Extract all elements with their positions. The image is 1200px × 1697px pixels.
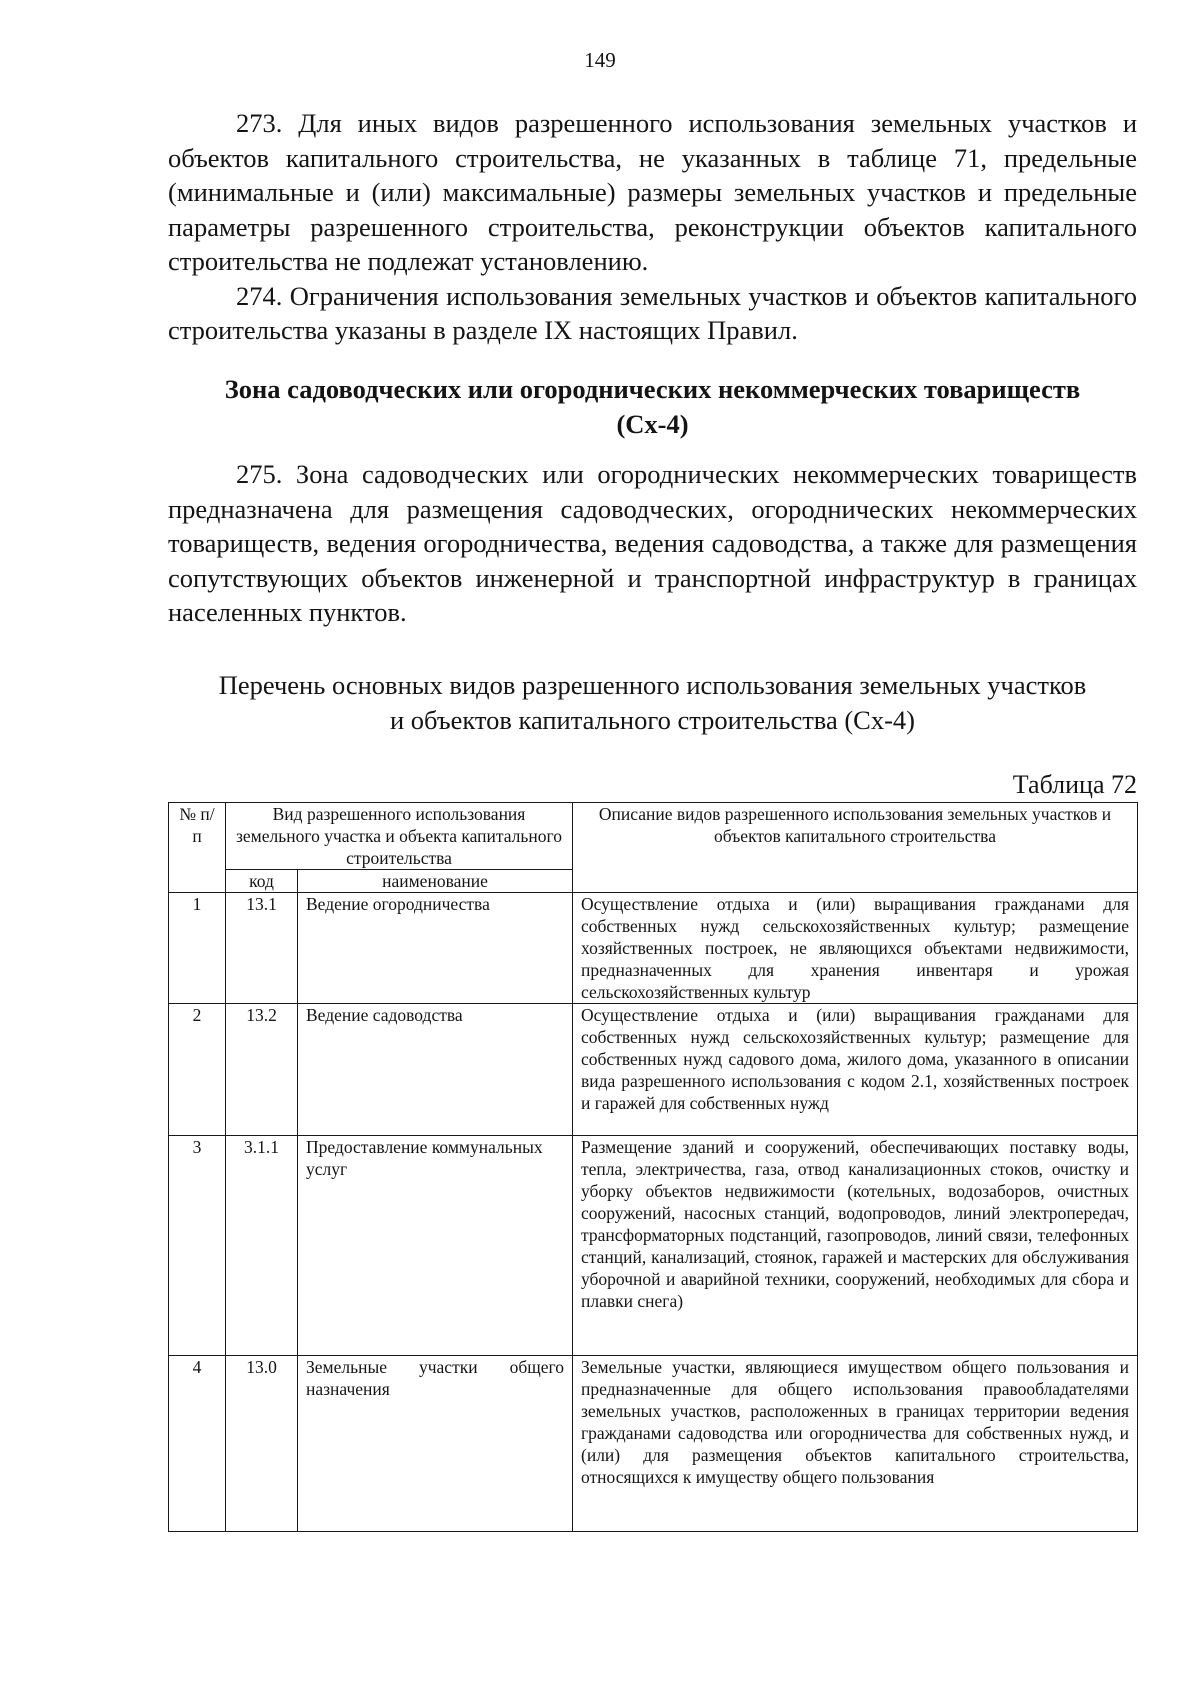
- table-row: [169, 1004, 1138, 1136]
- page-number: 149: [584, 48, 616, 72]
- cell-code: 13.2: [226, 1004, 298, 1136]
- cell-description: Размещение зданий и сооружений, обеспечивающих поставку воды, тепла, электричества, газа, отвод канализационных стоков, очистку и уборку объектов недвижимости (котельных, водозаборов, очистных сооружений, насосных станций, водопроводов, линий электропередач, трансформаторных подстанций, газопроводов, линий связи, телефонных станций, канализаций, стоянок, гаражей и мастерских для обслуживания уборочной и аварийной техники, сооружений, необходимых для сбора и плавки снега): [573, 1136, 1138, 1356]
- paragraphs-273-274: [168, 106, 1137, 348]
- permitted-uses-table: [168, 802, 1138, 1532]
- cell-description: Земельные участки, являющиеся имуществом общего пользования и предназначенные для общего использования правообладателями земельных участков, расположенных в границах территории ведения гражданами садоводства или огородничества для собственных нужд, и (или) для размещения объектов капитального строительства, относящихся к имуществу общего пользования: [573, 1356, 1138, 1532]
- cell-code: 13.1: [226, 893, 298, 1004]
- table-row: [169, 1136, 1138, 1356]
- header-name: наименование: [298, 870, 573, 893]
- table-caption: Таблица 72: [1012, 770, 1137, 799]
- table-row: [169, 1356, 1138, 1532]
- list-title-line2: и объектов капитального строительства (Сх-4): [389, 705, 915, 735]
- cell-number: 3: [169, 1136, 226, 1356]
- section-heading-line2: (Сх-4): [616, 408, 689, 439]
- cell-name: Ведение садоводства: [298, 1004, 573, 1136]
- paragraph-275: 275. Зона садоводческих или огороднических некоммерческих товариществ предназначена для размещения садоводческих, огороднических некоммерческих товариществ, ведения огородничества, ведения садоводства, а также для размещения сопутствующих объектов инженерной и транспортной инфраструктур в границах населенных пунктов.: [168, 459, 1137, 627]
- paragraph-275-block: [168, 457, 1137, 630]
- list-title-line1: Перечень основных видов разрешенного использования земельных участков: [218, 670, 1087, 700]
- cell-description: Осуществление отдыха и (или) выращивания гражданами для собственных нужд сельскохозяйственных культур; размещение хозяйственных построек, не являющихся объектами недвижимости, предназначенных для хранения инвентаря и урожая сельскохозяйственных культур: [573, 893, 1138, 1004]
- cell-number: 4: [169, 1356, 226, 1532]
- paragraph-274: 274. Ограничения использования земельных участков и объектов капитального строительства указаны в разделе IX настоящих Правил.: [168, 280, 1137, 345]
- header-description: Описание видов разрешенного использования земельных участков и объектов капитального строительства: [573, 803, 1138, 893]
- cell-number: 1: [169, 893, 226, 1004]
- section-heading-line1: Зона садоводческих или огороднических некоммерческих товариществ: [224, 374, 1081, 404]
- cell-code: 3.1.1: [226, 1136, 298, 1356]
- cell-description: Осуществление отдыха и (или) выращивания гражданами для собственных нужд сельскохозяйственных культур; размещение для собственных нужд садового дома, жилого дома, указанного в описании вида разрешенного использования с кодом 2.1, хозяйственных построек и гаражей для собственных нужд: [573, 1004, 1138, 1136]
- cell-name: Предоставление коммунальных услуг: [298, 1136, 573, 1356]
- cell-code: 13.0: [226, 1356, 298, 1532]
- section-heading: [168, 372, 1137, 441]
- cell-number: 2: [169, 1004, 226, 1136]
- list-title: [168, 668, 1137, 738]
- cell-name: Земельные участки общего назначения: [298, 1356, 573, 1532]
- paragraph-273: 273. Для иных видов разрешенного использования земельных участков и объектов капитального строительства, не указанных в таблице 71, предельные (минимальные и (или) максимальные) размеры земельных участков и предельные параметры разрешенного строительства, реконструкции объектов капитального строительства не подлежат установлению.: [168, 108, 1137, 276]
- header-number: № п/п: [169, 803, 226, 893]
- table-header-row: [169, 803, 1138, 870]
- table-row: [169, 893, 1138, 1004]
- header-code: код: [226, 870, 298, 893]
- cell-name: Ведение огородничества: [298, 893, 573, 1004]
- header-use-type: Вид разрешенного использования земельного участка и объекта капитального строительства: [226, 803, 573, 870]
